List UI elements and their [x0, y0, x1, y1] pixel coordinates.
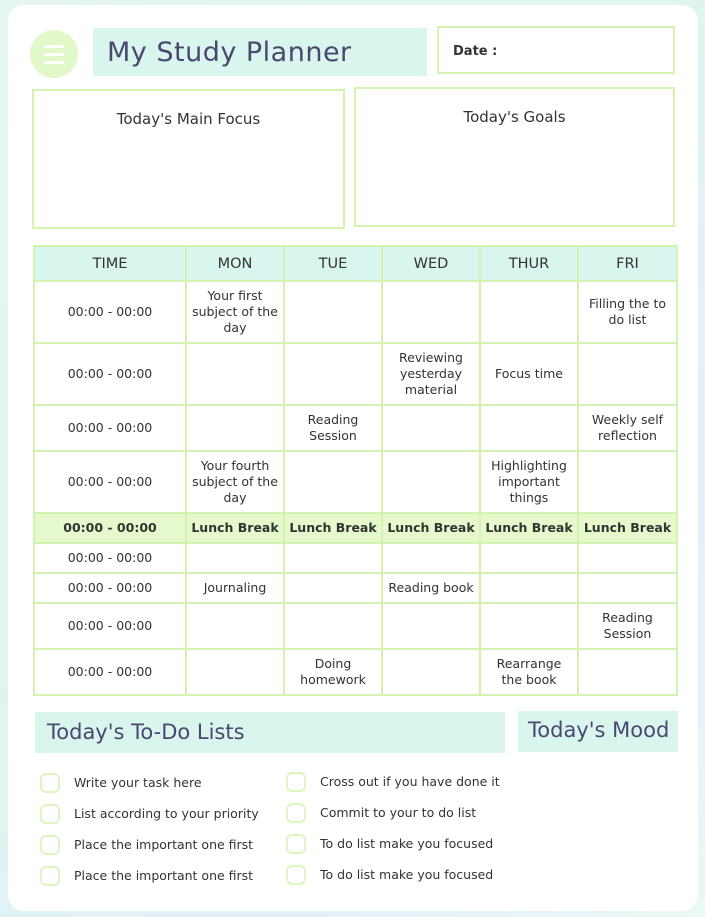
table-row [34, 649, 677, 695]
weekly-schedule-table [33, 245, 678, 696]
table-header-row [34, 246, 677, 281]
column-header: MON [186, 246, 284, 281]
schedule-cell[interactable]: Reading Session [284, 405, 382, 451]
date-field[interactable] [437, 26, 675, 74]
schedule-cell[interactable] [284, 573, 382, 603]
schedule-cell[interactable] [382, 543, 480, 573]
table-row [34, 603, 677, 649]
schedule-cell[interactable] [480, 405, 578, 451]
checkbox[interactable] [40, 804, 60, 824]
schedule-cell[interactable]: Your first subject of the day [186, 281, 284, 343]
schedule-cell[interactable] [480, 543, 578, 573]
time-cell[interactable]: 00:00 - 00:00 [34, 405, 186, 451]
schedule-cell[interactable] [186, 343, 284, 405]
schedule-cell[interactable] [382, 603, 480, 649]
schedule-cell[interactable] [284, 543, 382, 573]
checkbox[interactable] [40, 773, 60, 793]
schedule-cell[interactable] [382, 451, 480, 513]
checkbox[interactable] [40, 866, 60, 886]
time-cell[interactable]: 00:00 - 00:00 [34, 543, 186, 573]
menu-icon[interactable] [30, 30, 78, 78]
goals-panel[interactable] [354, 87, 675, 227]
schedule-cell[interactable] [382, 405, 480, 451]
schedule-cell[interactable]: Lunch Break [284, 513, 382, 543]
schedule-cell[interactable]: Highlighting important things [480, 451, 578, 513]
schedule-cell[interactable] [284, 281, 382, 343]
lunch-row [34, 513, 677, 543]
schedule-cell[interactable]: Your fourth subject of the day [186, 451, 284, 513]
checkbox[interactable] [286, 834, 306, 854]
schedule-cell[interactable] [284, 343, 382, 405]
todo-item[interactable] [286, 797, 526, 828]
checkbox[interactable] [286, 865, 306, 885]
schedule-cell[interactable] [186, 649, 284, 695]
schedule-cell[interactable] [382, 649, 480, 695]
menu-line [44, 45, 64, 48]
todo-item[interactable] [286, 766, 526, 797]
todo-item[interactable] [40, 829, 280, 860]
schedule-cell[interactable] [480, 603, 578, 649]
checkbox[interactable] [286, 772, 306, 792]
schedule-cell[interactable] [480, 573, 578, 603]
todo-list-right [286, 766, 526, 890]
todo-item[interactable] [286, 828, 526, 859]
todo-item-label: Place the important one first [74, 868, 254, 883]
table-row [34, 543, 677, 573]
date-label: Date : [453, 44, 498, 59]
todo-item[interactable] [40, 767, 280, 798]
title-banner [93, 28, 427, 76]
todo-item-label: Place the important one first [74, 837, 254, 852]
column-header: FRI [578, 246, 677, 281]
schedule-cell[interactable] [578, 573, 677, 603]
page-title: My Study Planner [107, 36, 352, 68]
table-row [34, 573, 677, 603]
schedule-cell[interactable]: Journaling [186, 573, 284, 603]
table-row [34, 281, 677, 343]
todo-item-label: List according to your priority [74, 806, 259, 821]
menu-line [44, 53, 64, 56]
column-header: TIME [34, 246, 186, 281]
time-cell[interactable]: 00:00 - 00:00 [34, 451, 186, 513]
schedule-cell[interactable]: Filling the to do list [578, 281, 677, 343]
schedule-cell[interactable] [284, 451, 382, 513]
column-header: WED [382, 246, 480, 281]
schedule-cell[interactable]: Lunch Break [480, 513, 578, 543]
schedule-cell[interactable]: Reading Session [578, 603, 677, 649]
schedule-cell[interactable]: Lunch Break [578, 513, 677, 543]
schedule-cell[interactable] [284, 603, 382, 649]
time-cell[interactable]: 00:00 - 00:00 [34, 603, 186, 649]
column-header: TUE [284, 246, 382, 281]
time-cell[interactable]: 00:00 - 00:00 [34, 649, 186, 695]
todo-item[interactable] [40, 798, 280, 829]
schedule-cell[interactable]: Lunch Break [382, 513, 480, 543]
schedule-cell[interactable] [480, 281, 578, 343]
main-focus-label: Today's Main Focus [116, 110, 261, 128]
mood-section-title: Today's Mood [518, 711, 678, 752]
table-row [34, 405, 677, 451]
schedule-cell[interactable] [578, 543, 677, 573]
todo-item-label: Write your task here [74, 775, 202, 790]
todo-list-left [40, 767, 280, 891]
time-cell[interactable]: 00:00 - 00:00 [34, 573, 186, 603]
table-row [34, 343, 677, 405]
schedule-cell[interactable] [186, 603, 284, 649]
schedule-cell[interactable]: Weekly self reflection [578, 405, 677, 451]
schedule-cell[interactable]: Reviewing yesterday material [382, 343, 480, 405]
todo-section-title: Today's To-Do Lists [35, 712, 505, 753]
schedule-cell[interactable]: Focus time [480, 343, 578, 405]
schedule-cell[interactable]: Reading book [382, 573, 480, 603]
column-header: THUR [480, 246, 578, 281]
todo-item[interactable] [40, 860, 280, 891]
todo-item-label: To do list make you focused [320, 836, 494, 851]
time-cell[interactable]: 00:00 - 00:00 [34, 281, 186, 343]
schedule-cell[interactable] [578, 451, 677, 513]
schedule-cell[interactable] [186, 543, 284, 573]
time-cell[interactable]: 00:00 - 00:00 [34, 343, 186, 405]
todo-item-label: To do list make you focused [320, 867, 494, 882]
todo-item-label: Cross out if you have done it [320, 774, 500, 789]
schedule-cell[interactable]: Rearrange the book [480, 649, 578, 695]
menu-line [44, 61, 64, 64]
schedule-cell[interactable] [382, 281, 480, 343]
checkbox[interactable] [286, 803, 306, 823]
todo-item-label: Commit to your to do list [320, 805, 477, 820]
main-focus-panel[interactable] [32, 89, 345, 229]
schedule-cell[interactable] [186, 405, 284, 451]
schedule-cell[interactable]: Doing homework [284, 649, 382, 695]
schedule-cell[interactable]: Lunch Break [186, 513, 284, 543]
schedule-cell[interactable] [578, 649, 677, 695]
goals-label: Today's Goals [463, 108, 566, 126]
time-cell[interactable]: 00:00 - 00:00 [34, 513, 186, 543]
checkbox[interactable] [40, 835, 60, 855]
schedule-cell[interactable] [578, 343, 677, 405]
table-row [34, 451, 677, 513]
todo-item[interactable] [286, 859, 526, 890]
